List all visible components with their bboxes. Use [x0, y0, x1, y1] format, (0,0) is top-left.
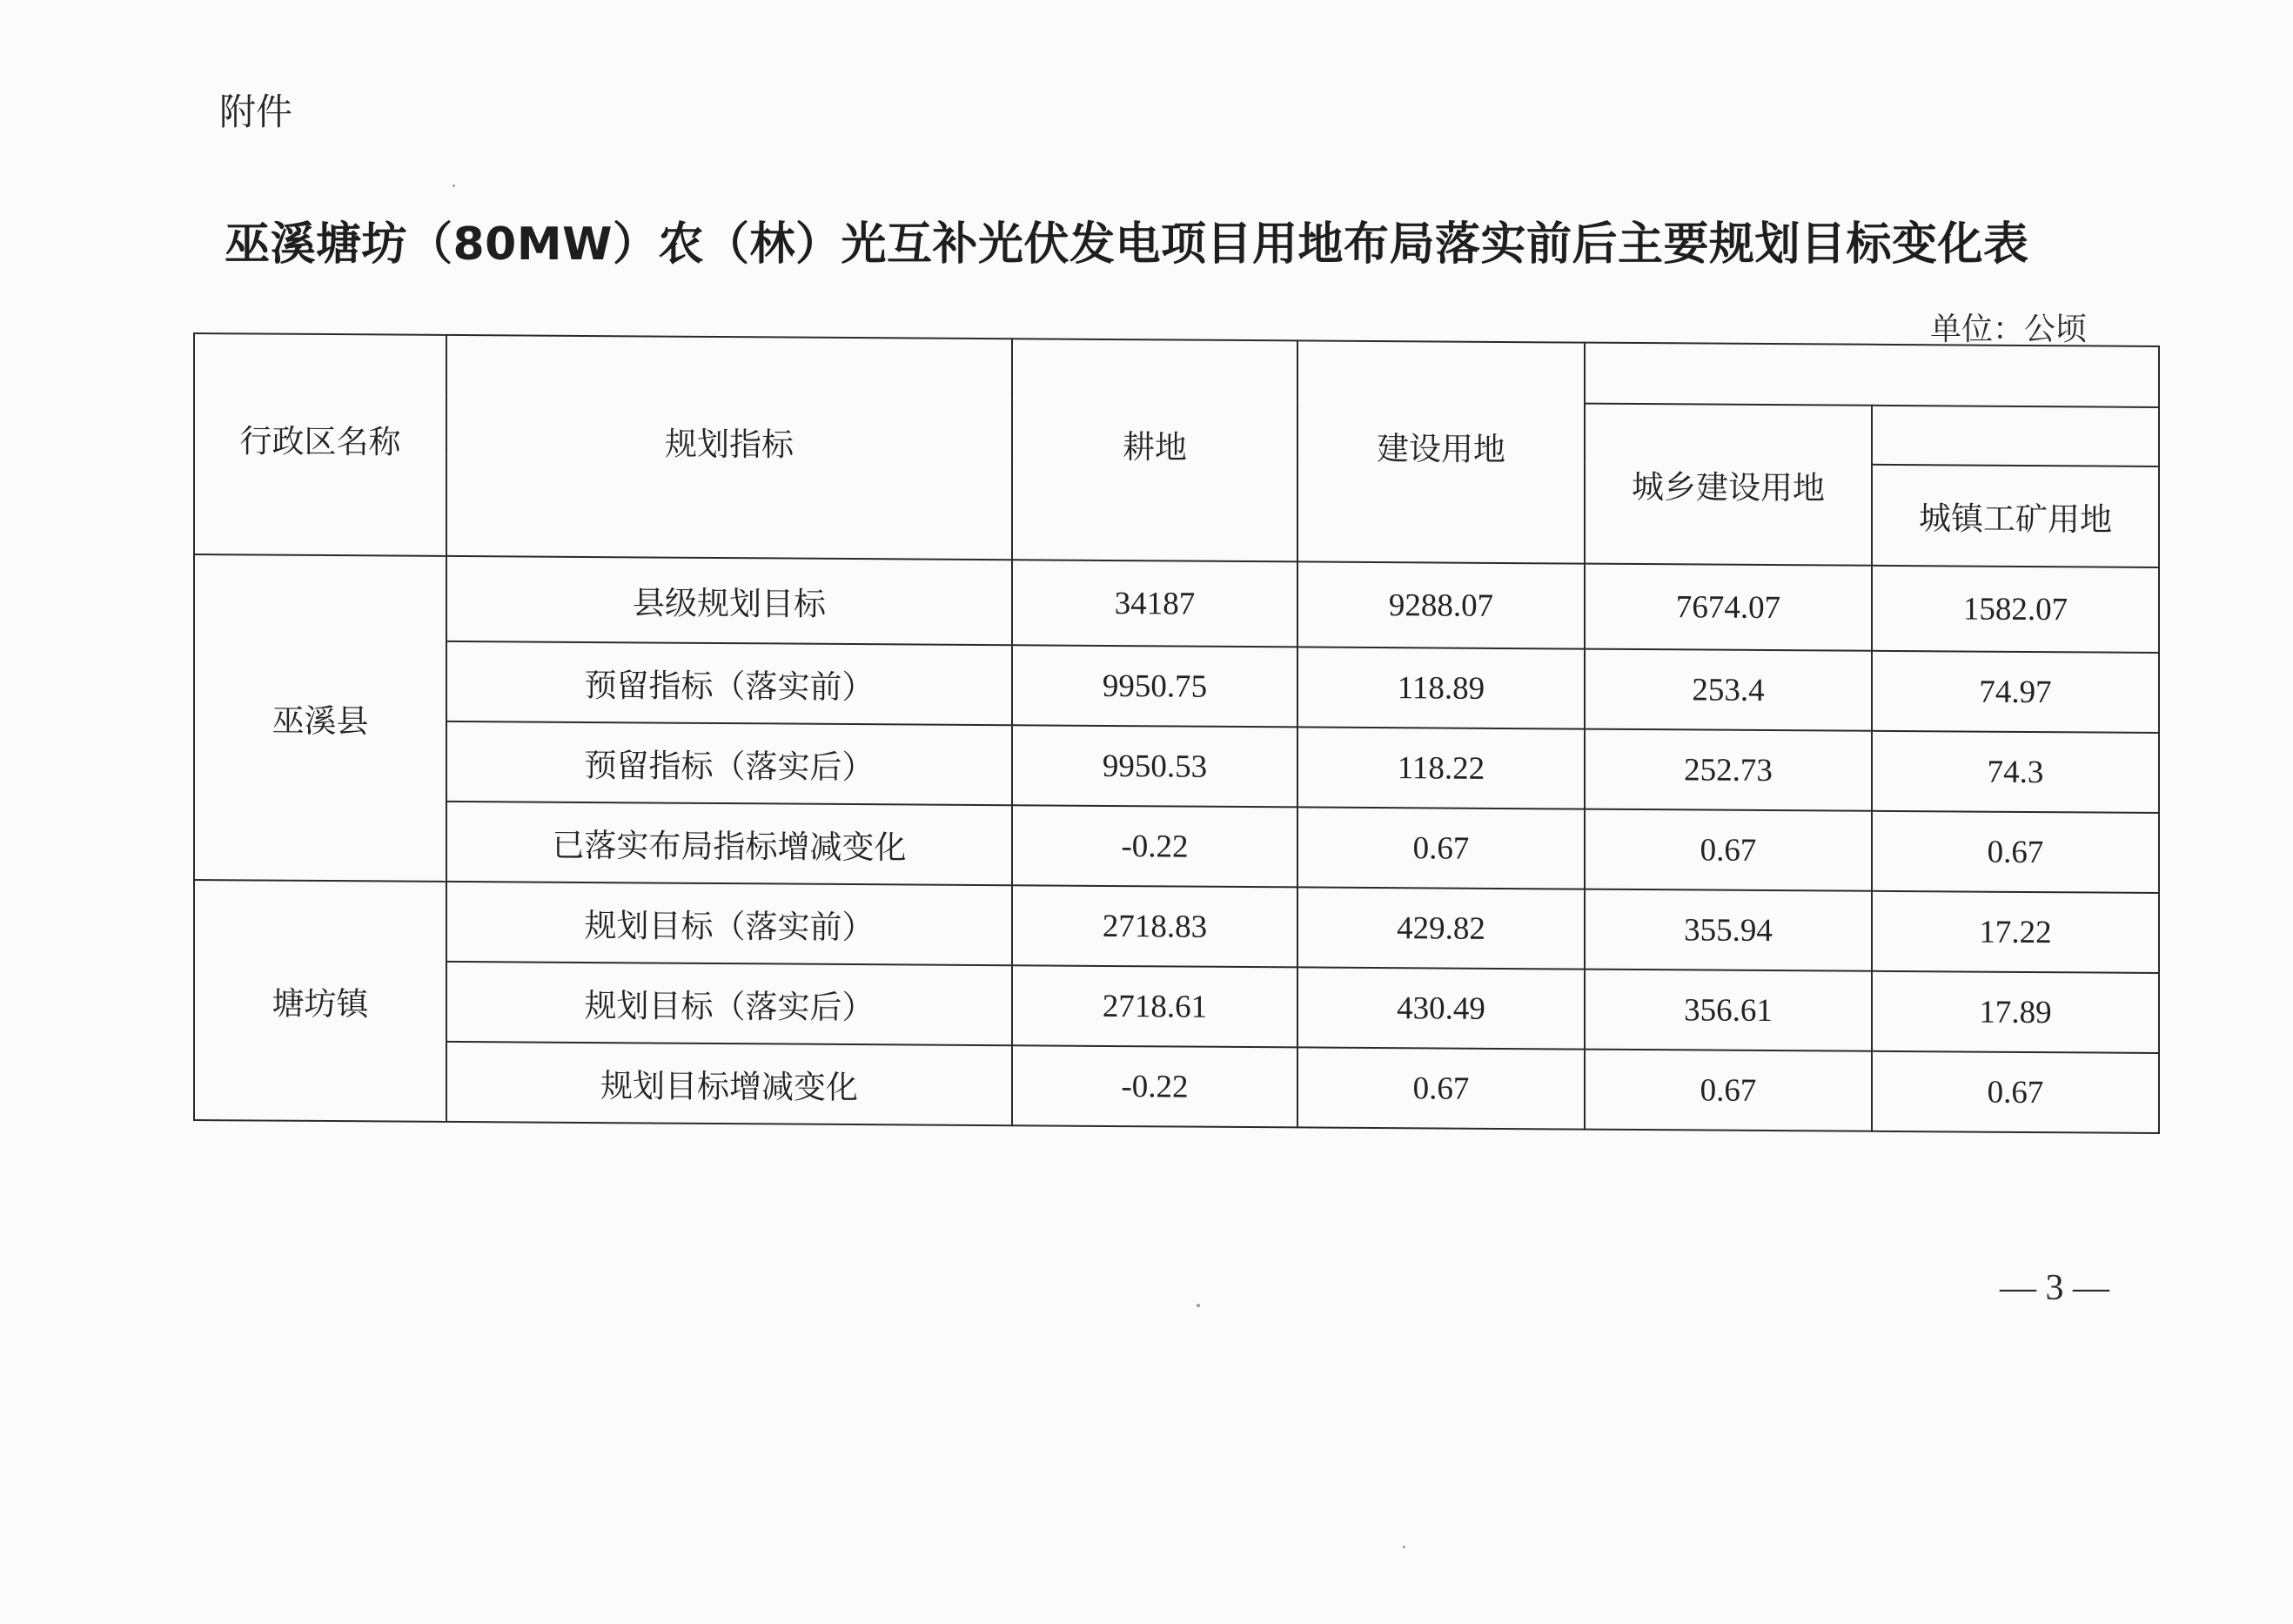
farmland-value: 9950.75 [1012, 645, 1297, 727]
urban-rural-land-value: 356.61 [1585, 970, 1872, 1051]
construction-land-value: 9288.07 [1297, 561, 1585, 648]
scan-speck [1403, 1546, 1405, 1548]
town-industrial-land-value: 17.89 [1872, 971, 2159, 1053]
indicator-label: 规划目标（落实前） [446, 882, 1012, 965]
indicator-label: 规划目标增减变化 [446, 1042, 1012, 1125]
farmland-value: -0.22 [1012, 805, 1297, 887]
header-urban-rural-land: 城乡建设用地 [1585, 404, 1872, 566]
table-row [194, 720, 2159, 813]
urban-rural-land-value: 0.67 [1585, 809, 1872, 891]
region-name: 巫溪县 [194, 554, 446, 882]
table-row [194, 640, 2159, 733]
construction-land-value: 0.67 [1297, 1047, 1585, 1129]
header-blank-cell [1585, 343, 2159, 407]
farmland-value: -0.22 [1012, 1045, 1297, 1127]
attachment-label: 附件 [219, 91, 293, 133]
farmland-value: 2718.61 [1012, 965, 1297, 1047]
table-row [194, 1040, 2159, 1133]
construction-land-value: 118.22 [1297, 727, 1585, 809]
construction-land-value: 429.82 [1297, 887, 1585, 969]
unit-label: 单位：公顷 [1930, 312, 2088, 347]
construction-land-value: 0.67 [1297, 807, 1585, 889]
scan-speck [453, 185, 455, 187]
urban-rural-land-value: 0.67 [1585, 1050, 1872, 1131]
town-industrial-land-value: 74.3 [1872, 731, 2159, 813]
town-industrial-land-value: 74.97 [1872, 651, 2159, 733]
table-header [194, 333, 2159, 567]
table-row [194, 554, 2159, 653]
town-industrial-land-value: 1582.07 [1872, 566, 2159, 653]
header-farmland: 耕地 [1012, 339, 1297, 561]
header-blank-cell [1872, 406, 2159, 466]
farmland-value: 2718.83 [1012, 885, 1297, 967]
header-construction-land: 建设用地 [1297, 340, 1585, 563]
indicator-label: 县级规划目标 [446, 556, 1012, 645]
town-industrial-land-value: 17.22 [1872, 891, 2159, 973]
header-town-industrial-land: 城镇工矿用地 [1872, 465, 2159, 567]
document-title: 巫溪塘坊（80MW）农（林）光互补光伏发电项目用地布局落实前后主要规划目标变化表 [225, 218, 2029, 271]
header-region: 行政区名称 [194, 333, 446, 556]
indicator-label: 预留指标（落实后） [446, 721, 1012, 805]
region-name: 塘坊镇 [194, 880, 446, 1122]
scan-speck [1197, 1304, 1200, 1307]
table-row [194, 800, 2159, 893]
urban-rural-land-value: 355.94 [1585, 889, 1872, 971]
table-row [194, 880, 2159, 973]
table-row [194, 960, 2159, 1053]
table-body [194, 554, 2159, 1133]
header-indicator: 规划指标 [446, 335, 1012, 560]
indicator-label: 规划目标（落实后） [446, 962, 1012, 1045]
urban-rural-land-value: 252.73 [1585, 729, 1872, 811]
planning-target-table [193, 332, 2160, 1134]
farmland-value: 9950.53 [1012, 725, 1297, 807]
indicator-label: 已落实布局指标增减变化 [446, 802, 1012, 885]
farmland-value: 34187 [1012, 560, 1297, 647]
urban-rural-land-value: 253.4 [1585, 649, 1872, 731]
town-industrial-land-value: 0.67 [1872, 1051, 2159, 1133]
indicator-label: 预留指标（落实前） [446, 641, 1012, 725]
town-industrial-land-value: 0.67 [1872, 811, 2159, 893]
construction-land-value: 430.49 [1297, 967, 1585, 1049]
urban-rural-land-value: 7674.07 [1585, 564, 1872, 651]
construction-land-value: 118.89 [1297, 647, 1585, 728]
page-number: — 3 — [2000, 1268, 2109, 1308]
